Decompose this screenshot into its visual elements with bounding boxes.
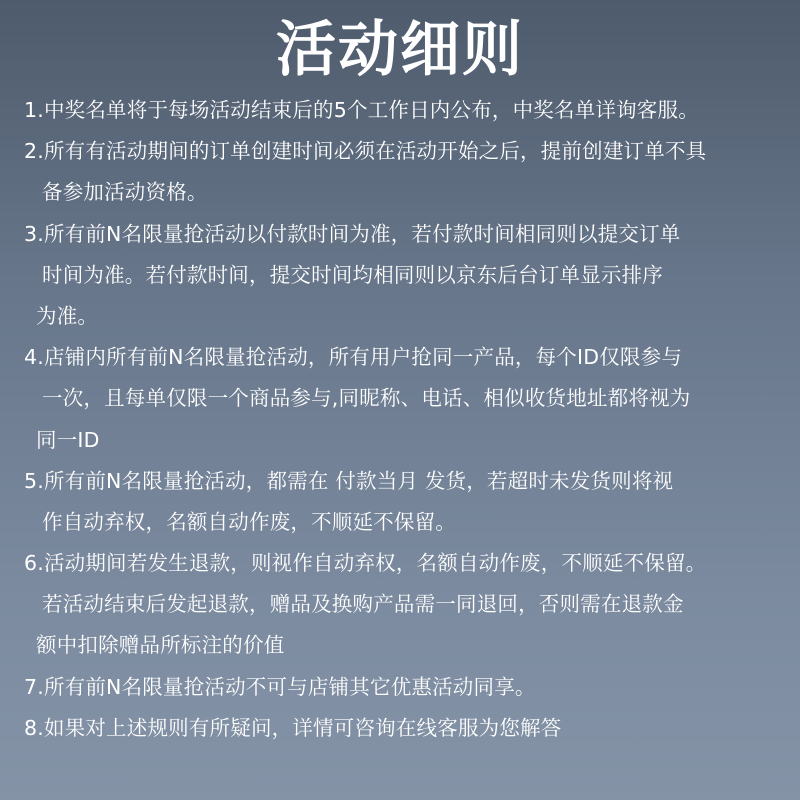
rule-line: 为准。 [36,303,99,328]
rule-line: 4.店铺内所有前N名限量抢活动，所有用户抢同一产品，每个ID仅限参与 [24,345,683,370]
rule-item-7 [24,667,794,708]
page-title: 活动细则 [276,15,524,85]
rule-item-2 [24,131,794,213]
rule-item-6 [24,543,794,667]
rule-item-1 [24,90,794,131]
rule-line: 6.活动期间若发生退款，则视作自动弃权，名额自动作废，不顺延不保留。 [24,551,707,576]
rule-line: 时间为准。若付款时间，提交时间均相同则以京东后台订单显示排序 [42,262,663,287]
rule-line: 5.所有前N名限量抢活动，都需在 付款当月 发货，若超时未发货则将视 [24,468,674,493]
rule-line: 一次，且每单仅限一个商品参与,同昵称、电话、相似收货地址都将视为 [42,386,691,411]
rules-list [24,90,794,749]
rule-line: 同一ID [36,427,100,452]
rule-line: 作自动弃权，名额自动作废，不顺延不保留。 [42,509,456,534]
rule-line: 7.所有前N名限量抢活动不可与店铺其它优惠活动同享。 [24,674,536,699]
rule-item-8 [24,708,794,749]
rule-line: 3.所有前N名限量抢活动以付款时间为准，若付款时间相同则以提交订单 [24,221,681,246]
rule-item-4 [24,337,794,461]
rule-line: 2.所有有活动期间的订单创建时间必须在活动开始之后，提前创建订单不具 [24,139,707,164]
rule-line: 8.如果对上述规则有所疑问，详情可咨询在线客服为您解答 [24,715,562,740]
rule-line: 额中扣除赠品所标注的价值 [36,633,285,658]
rule-line: 备参加活动资格。 [42,180,208,205]
rule-item-3 [24,214,794,338]
rule-line: 若活动结束后发起退款，赠品及换购产品需一同退回，否则需在退款金 [42,592,684,617]
rule-line: 1.中奖名单将于每场活动结束后的5个工作日内公布，中奖名单详询客服。 [24,98,699,122]
rule-item-5 [24,461,794,543]
